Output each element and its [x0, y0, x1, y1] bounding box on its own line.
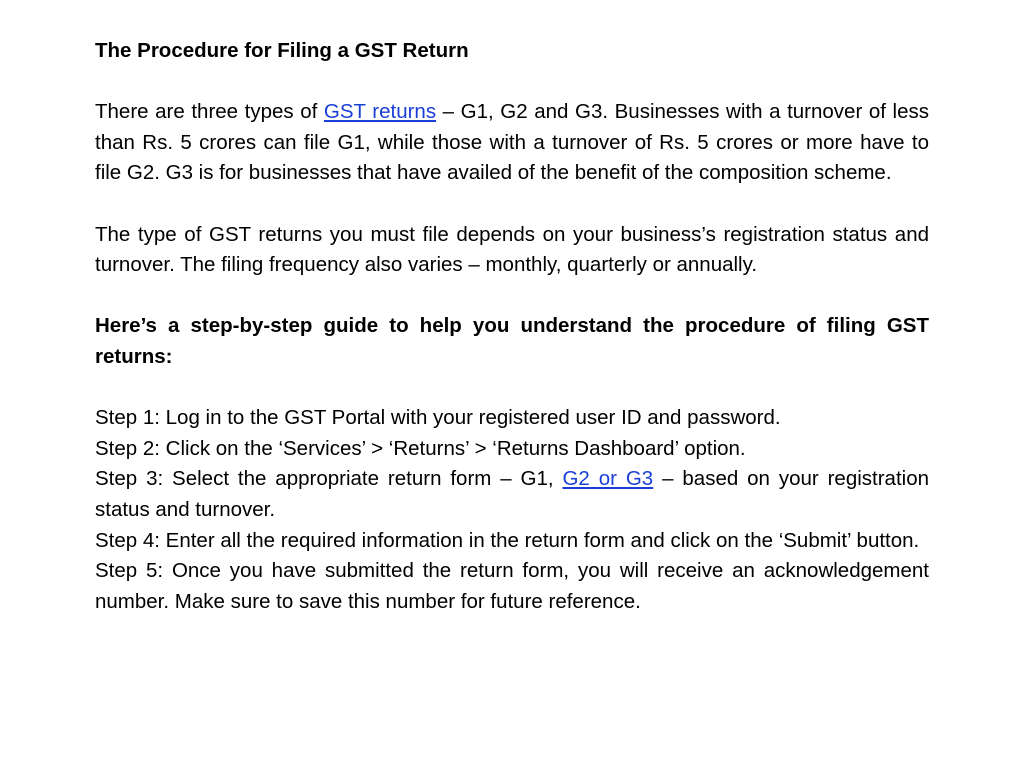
filing-type-paragraph: The type of GST returns you must file depends on your business’s registration status and turnover. The filing frequency also varies – monthly, quarterly or annually.	[95, 222, 929, 277]
gst-returns-link[interactable]: GST returns	[323, 100, 437, 124]
step-4: Step 4: Enter all the required information in the return form and click on the ‘Submit’ button.	[95, 528, 920, 552]
document-body	[95, 36, 929, 617]
step-2: Step 2: Click on the ‘Services’ > ‘Returns’ > ‘Returns Dashboard’ option.	[95, 436, 746, 460]
step-3-text-before: Step 3: Select the appropriate return form – G1,	[95, 467, 563, 491]
intro-text-before: There are three types of	[95, 100, 324, 124]
steps-list	[95, 403, 929, 617]
step-1: Step 1: Log in to the GST Portal with your registered user ID and password.	[95, 406, 781, 430]
guide-heading: Here’s a step-by-step guide to help you understand the procedure of filing GST returns:	[95, 314, 929, 368]
step-3-text-after: – based on your registration status and turnover.	[95, 467, 930, 521]
intro-text-after: – G1, G2 and G3. Businesses with a turnover of less than Rs. 5 crores can file G1, while those with a turnover of Rs. 5 crores or more have to file G2. G3 is for businesses that have availed of the benefit of the composition scheme.	[95, 100, 929, 185]
step-3	[95, 464, 929, 525]
intro-paragraph	[95, 97, 929, 189]
page-title: The Procedure for Filing a GST Return	[95, 39, 469, 62]
step-5: Step 5: Once you have submitted the return form, you will receive an acknowledgement number. Make sure to save this number for future reference.	[95, 559, 929, 613]
g2-or-g3-link[interactable]: G2 or G3	[562, 467, 654, 491]
